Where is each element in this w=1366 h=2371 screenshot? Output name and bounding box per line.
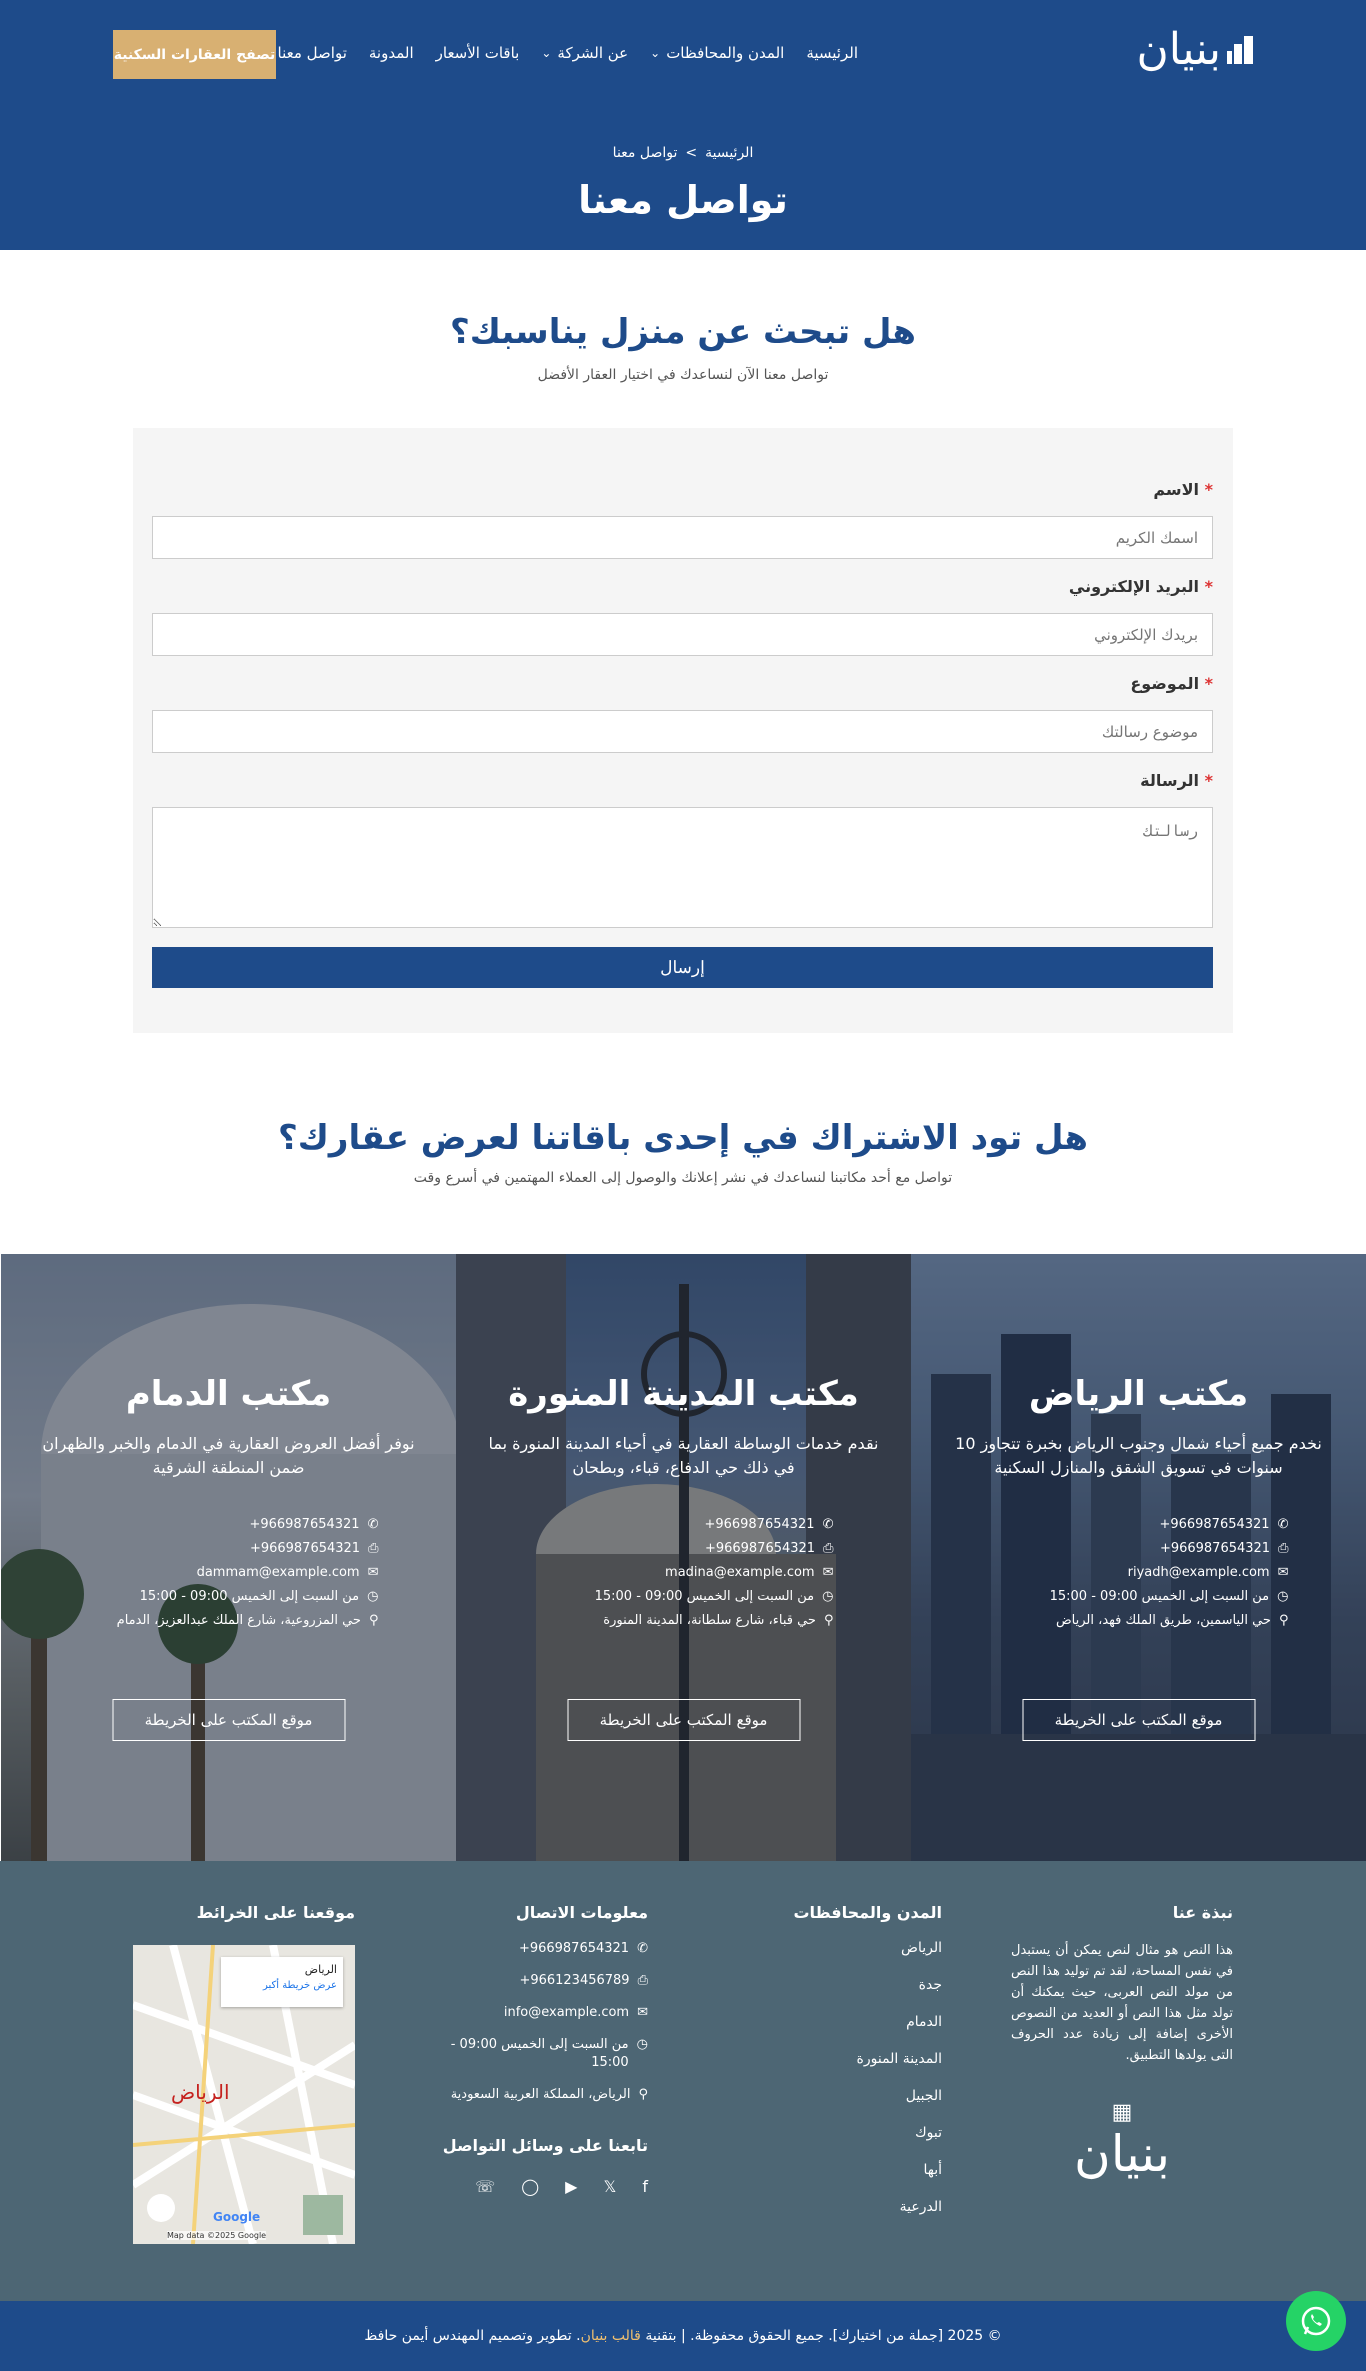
phone-icon: ✆ — [367, 1517, 379, 1532]
footer-fax-value: +966123456789 — [519, 1973, 630, 1988]
x-twitter-icon[interactable]: 𝕏 — [603, 2177, 617, 2196]
copyright-prefix: © 2025 [جملة من اختيارك]. جميع الحقوق محفوظة. | بتقنية — [645, 2328, 1002, 2344]
office-fax-value: +966987654321 — [704, 1541, 816, 1556]
location-pin-icon: ⚲ — [1278, 1613, 1289, 1628]
nav-item-about-label: عن الشركة — [557, 44, 629, 62]
footer-cities — [782, 1903, 942, 2236]
footer-contact-title: معلومات الاتصال — [515, 1903, 648, 1922]
office-description: نخدم جميع أحياء شمال وجنوب الرياض بخبرة تتجاوز 10 سنوات في تسويق الشقق والمنازل السكنية — [955, 1434, 1322, 1477]
required-mark: * — [1204, 480, 1213, 499]
footer-city-link[interactable]: جدة — [918, 1977, 942, 1993]
clock-icon: ◷ — [1277, 1589, 1289, 1604]
phone-icon: ✆ — [637, 1941, 648, 1956]
office-address — [534, 1613, 834, 1628]
office-hours — [79, 1589, 379, 1604]
clock-icon: ◷ — [367, 1589, 379, 1604]
theme-link[interactable]: قالب بنيان — [580, 2328, 641, 2344]
map-credit: Map data ©2025 Google — [167, 2231, 267, 2240]
office-address-value: حي قباء، شارع سلطانة، المدينة المنورة — [603, 1613, 816, 1628]
packages-subtitle: تواصل مع أحد مكاتبنا لنساعدك في نشر إعلانك والوصول إلى العملاء المهتمين في أسرع وقت — [413, 1170, 953, 1186]
facebook-icon[interactable]: f — [642, 2177, 648, 2196]
social-links — [428, 2177, 648, 2196]
whatsapp-float-button[interactable] — [1286, 2291, 1346, 2351]
office-description: نقدم خدمات الوساطة العقارية في أحياء المدينة المنورة بما في ذلك حي الدفاع، قباء، وبطحان — [488, 1434, 879, 1477]
footer-cities-title: المدن والمحافظات — [793, 1903, 942, 1922]
chevron-down-icon: ⌄ — [650, 46, 661, 60]
office-fax — [534, 1541, 834, 1556]
envelope-icon: ✉ — [1277, 1565, 1289, 1580]
site-footer — [0, 1861, 1366, 2301]
nav-item-about[interactable] — [541, 44, 628, 62]
intro-subtitle: تواصل معنا الآن لنساعدك في اختيار العقار الأفضل — [537, 367, 829, 383]
office-email — [534, 1565, 834, 1580]
office-card-riyadh — [911, 1254, 1366, 1861]
office-contact-list — [911, 1517, 1366, 1628]
fax-icon: ⎙ — [637, 1973, 648, 1988]
footer-cities-list — [782, 1940, 942, 2215]
office-title: مكتب الرياض — [1028, 1374, 1249, 1414]
footer-city-link[interactable]: تبوك — [915, 2125, 942, 2141]
office-title: مكتب الدمام — [125, 1374, 332, 1414]
footer-about-title: نبذة عنا — [1172, 1903, 1233, 1922]
youtube-icon[interactable]: ▶ — [565, 2177, 578, 2196]
map-google-logo: Google — [213, 2210, 261, 2224]
instagram-icon[interactable]: ◯ — [521, 2177, 540, 2196]
required-mark: * — [1204, 674, 1213, 693]
footer-hours-value: من السبت إلى الخميس 09:00 - 15:00 — [450, 2037, 629, 2070]
footer-city-link[interactable]: الدمام — [906, 2014, 942, 2030]
footer-city-link[interactable]: أبها — [923, 2162, 942, 2178]
footer-about — [1011, 1903, 1233, 2183]
office-card-dammam — [1, 1254, 456, 1861]
message-label — [1140, 771, 1213, 790]
location-pin-icon: ⚲ — [368, 1613, 379, 1628]
office-hours — [989, 1589, 1289, 1604]
footer-address-value: الرياض، المملكة العربية السعودية — [450, 2087, 631, 2102]
office-phone — [989, 1517, 1289, 1532]
contact-form — [133, 428, 1233, 1033]
chevron-down-icon: ⌄ — [541, 46, 552, 60]
whatsapp-icon[interactable]: ☏ — [475, 2177, 496, 2196]
office-contact-list — [456, 1517, 911, 1628]
map-city-label: الرياض — [171, 2080, 230, 2104]
google-map-embed[interactable] — [133, 1945, 355, 2244]
footer-email — [428, 2004, 648, 2022]
browse-properties-button[interactable]: تصفح العقارات السكنية — [113, 30, 276, 79]
office-email-value[interactable]: dammam@example.com — [196, 1565, 360, 1580]
name-input[interactable] — [152, 516, 1213, 559]
office-hours-value: من السبت إلى الخميس 09:00 - 15:00 — [1049, 1589, 1270, 1604]
office-email — [989, 1565, 1289, 1580]
copyright-bar — [0, 2301, 1366, 2371]
required-mark: * — [1204, 771, 1213, 790]
map-pan-control[interactable]: ✥ — [147, 2194, 175, 2222]
footer-phone — [428, 1940, 648, 1958]
message-textarea[interactable] — [152, 807, 1213, 928]
nav-item-contact[interactable]: تواصل معنا — [277, 44, 347, 62]
footer-map — [133, 1903, 355, 1940]
fax-icon: ⎙ — [368, 1541, 379, 1556]
building-icon — [1227, 36, 1253, 64]
office-map-button[interactable]: موقع المكتب على الخريطة — [1022, 1699, 1255, 1741]
office-fax-value: +966987654321 — [1159, 1541, 1271, 1556]
envelope-icon: ✉ — [822, 1565, 834, 1580]
nav-item-cities-label: المدن والمحافظات — [666, 44, 785, 62]
office-phone — [79, 1517, 379, 1532]
office-title: مكتب المدينة المنورة — [508, 1374, 859, 1414]
email-label — [1069, 577, 1213, 596]
breadcrumb — [0, 145, 1366, 161]
map-place-name: الرياض — [304, 1963, 337, 1976]
footer-social-title: تابعنا على وسائل التواصل — [442, 2136, 648, 2155]
office-hours-value: من السبت إلى الخميس 09:00 - 15:00 — [594, 1589, 815, 1604]
office-description: نوفر أفضل العروض العقارية في الدمام والخبر والظهران ضمن المنطقة الشرقية — [42, 1434, 415, 1477]
nav-item-home[interactable]: الرئيسية — [806, 44, 858, 62]
location-pin-icon: ⚲ — [823, 1613, 834, 1628]
envelope-icon: ✉ — [637, 2005, 648, 2020]
nav-menu — [278, 44, 858, 62]
footer-phone-value[interactable]: +966987654321 — [518, 1941, 630, 1956]
office-phone-value[interactable]: +966987654321 — [704, 1517, 815, 1532]
footer-email-value[interactable]: info@example.com — [503, 2005, 630, 2020]
intro-title: هل تبحث عن منزل يناسبك؟ — [450, 312, 916, 352]
message-label-text: الرسالة — [1140, 771, 1200, 790]
fax-icon: ⎙ — [823, 1541, 834, 1556]
breadcrumb-home[interactable]: الرئيسية — [705, 145, 754, 161]
copyright-text — [364, 2328, 1001, 2344]
clock-icon: ◷ — [822, 1589, 834, 1604]
office-fax — [79, 1541, 379, 1556]
office-address-value: حي المزروعية، شارع الملك عبدالعزيز، الدمام — [116, 1613, 361, 1628]
building-icon: ▦ — [1111, 2100, 1133, 2125]
footer-logo-text: بنيان — [1073, 2125, 1171, 2183]
copyright-suffix: . تطوير وتصميم المهندس أيمن حافظ — [364, 2328, 581, 2344]
office-address-value: حي الياسمين، طريق الملك فهد، الرياض — [1055, 1613, 1271, 1628]
office-email — [79, 1565, 379, 1580]
breadcrumb-current: تواصل معنا — [612, 145, 678, 161]
footer-city-link[interactable]: الدرعية — [899, 2199, 942, 2215]
office-phone-value[interactable]: +966987654321 — [249, 1517, 360, 1532]
logo-text: بنيان — [1136, 24, 1221, 75]
packages-title: هل تود الاشتراك في إحدى باقاتنا لعرض عقارك؟ — [278, 1118, 1088, 1158]
office-address — [989, 1613, 1289, 1628]
required-mark: * — [1204, 577, 1213, 596]
name-label-text: الاسم — [1153, 480, 1200, 499]
footer-fax — [428, 1972, 648, 1990]
map-info-card — [221, 1957, 343, 2007]
footer-address — [428, 2086, 648, 2104]
subject-input[interactable] — [152, 710, 1213, 753]
footer-city-link[interactable]: الجبيل — [905, 2088, 942, 2104]
office-card-madina — [456, 1254, 911, 1861]
footer-contact — [428, 1903, 648, 2196]
map-larger-link[interactable]: عرض خريطة أكبر — [262, 1980, 337, 1991]
whatsapp-icon — [1299, 2304, 1333, 2338]
subject-label — [1130, 674, 1213, 693]
email-input[interactable] — [152, 613, 1213, 656]
nav-item-cities[interactable] — [650, 44, 784, 62]
office-email-value[interactable]: riyadh@example.com — [1127, 1565, 1270, 1580]
footer-city-link[interactable]: الرياض — [901, 1940, 942, 1956]
footer-about-text: هذا النص هو مثال لنص يمكن أن يستبدل في نفس المساحة، لقد تم توليد هذا النص من مولد النص العربى، حيث يمكنك أن تولد مثل هذا النص أو العديد من النصوص الأخرى إضافة إلى زيادة عدد الحروف التى يولدها التطبيق. — [1011, 1943, 1233, 2063]
location-pin-icon: ⚲ — [638, 2087, 648, 2102]
office-phone-value[interactable]: +966987654321 — [1159, 1517, 1270, 1532]
name-label — [1153, 480, 1213, 499]
office-hours-value: من السبت إلى الخميس 09:00 - 15:00 — [139, 1589, 360, 1604]
footer-logo[interactable] — [1011, 2100, 1233, 2183]
office-contact-list — [1, 1517, 456, 1628]
office-phone — [534, 1517, 834, 1532]
offices-section — [0, 1254, 1366, 1861]
nav-item-blog[interactable]: المدونة — [368, 44, 414, 62]
office-fax-value: +966987654321 — [249, 1541, 361, 1556]
breadcrumb-separator: > — [685, 145, 698, 161]
nav-item-pricing[interactable]: باقات الأسعار — [435, 44, 520, 62]
site-logo[interactable] — [1136, 24, 1253, 75]
office-map-button[interactable]: موقع المكتب على الخريطة — [567, 1699, 800, 1741]
submit-button[interactable]: إرسال — [152, 947, 1213, 988]
footer-hours — [428, 2036, 648, 2072]
footer-map-title: موقعنا على الخرائط — [196, 1903, 355, 1922]
footer-city-link[interactable]: المدينة المنورة — [856, 2051, 942, 2067]
subject-label-text: الموضوع — [1130, 674, 1200, 693]
fax-icon: ⎙ — [1278, 1541, 1289, 1556]
phone-icon: ✆ — [1277, 1517, 1289, 1532]
office-email-value[interactable]: madina@example.com — [665, 1565, 815, 1580]
clock-icon: ◷ — [636, 2037, 648, 2052]
page-title: تواصل معنا — [578, 178, 788, 222]
office-map-button[interactable]: موقع المكتب على الخريطة — [112, 1699, 345, 1741]
envelope-icon: ✉ — [367, 1565, 379, 1580]
office-hours — [534, 1589, 834, 1604]
main-navigation — [0, 0, 1366, 108]
office-fax — [989, 1541, 1289, 1556]
email-label-text: البريد الإلكتروني — [1068, 577, 1200, 596]
office-address — [79, 1613, 379, 1628]
phone-icon: ✆ — [822, 1517, 834, 1532]
